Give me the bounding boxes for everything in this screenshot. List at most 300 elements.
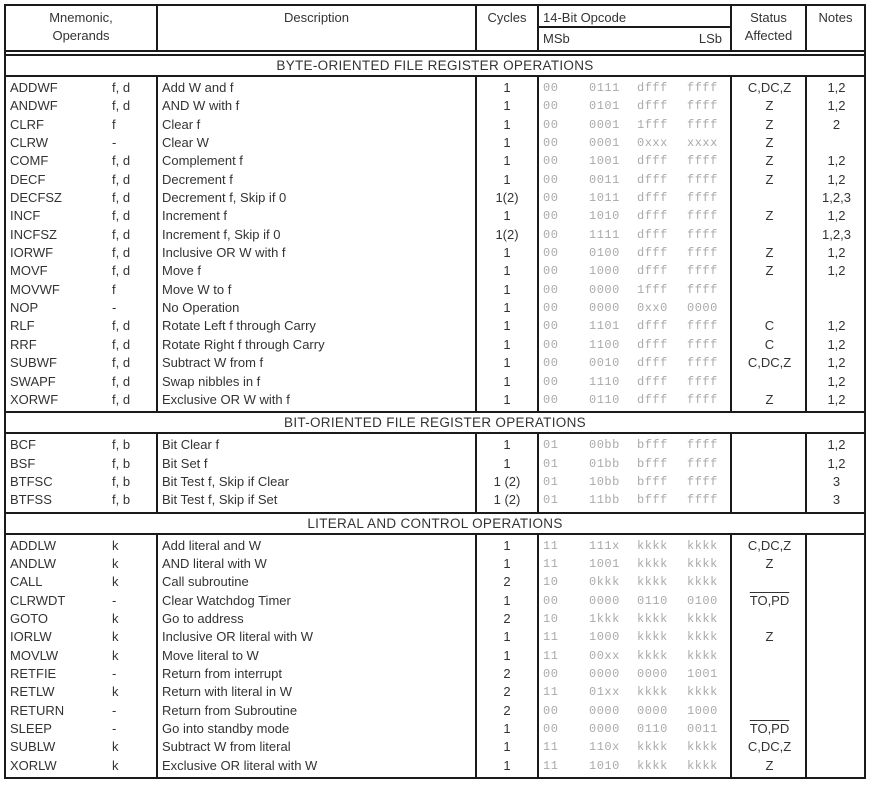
table-row (6, 373, 864, 391)
table-body (4, 56, 866, 779)
operands-cell: f (112, 281, 116, 297)
header-opcode-label: 14-Bit Opcode (539, 6, 730, 28)
header-opcode (539, 6, 732, 50)
opcode-bits-2: 1010 (589, 758, 620, 773)
operands-cell: - (112, 300, 117, 316)
description-cell: Increment f, Skip if 0 (162, 226, 281, 242)
header-notes (807, 6, 864, 50)
opcode-bits-4: ffff (687, 474, 718, 489)
opcode-bits-3: dfff (637, 154, 668, 169)
opcode-bits-3: dfff (637, 337, 668, 352)
opcode-bits-4: kkkk (687, 758, 718, 773)
opcode-bits-3: 0xxx (637, 136, 668, 151)
opcode-bits-1: 00 (543, 81, 559, 95)
table-row (6, 262, 864, 280)
mnemonic-cell: IORWF (10, 245, 54, 261)
cycles-cell: 1 (503, 135, 511, 151)
opcode-bits-4: kkkk (687, 648, 718, 663)
notes-cell: 1,2 (827, 171, 846, 187)
header-notes-label: Notes (818, 10, 853, 25)
operands-cell: f (112, 116, 116, 132)
mnemonic-cell: RETFIE (10, 665, 57, 681)
mnemonic-cell: BCF (10, 437, 36, 453)
opcode-bits-1: 11 (543, 630, 559, 645)
mnemonic-cell: MOVF (10, 263, 48, 279)
opcode-bits-1: 00 (543, 722, 559, 736)
notes-cell: 1,2,3 (822, 226, 851, 242)
cycles-cell: 1 (503, 555, 511, 571)
status-cell: Z (765, 757, 774, 773)
description-cell: Inclusive OR literal with W (162, 629, 313, 645)
opcode-bits-1: 00 (543, 392, 559, 407)
operands-cell: k (112, 610, 119, 626)
mnemonic-cell: BTFSC (10, 473, 53, 489)
opcode-bits-3: 1fff (637, 117, 668, 132)
opcode-bits-2: 0110 (589, 392, 620, 407)
opcode-bits-3: bfff (637, 493, 668, 508)
operands-cell: f, b (112, 437, 131, 453)
mnemonic-cell: MOVLW (10, 647, 59, 663)
opcode-bits-2: 1100 (589, 337, 620, 352)
table-row (6, 610, 864, 628)
cycles-cell: 1 (503, 757, 511, 773)
status-cell: Z (765, 629, 774, 645)
table-row (6, 738, 864, 756)
description-cell: Go to address (162, 610, 244, 626)
operands-cell: f, d (112, 226, 131, 242)
opcode-bits-2: 0000 (589, 666, 620, 681)
opcode-bits-1: 00 (543, 246, 559, 261)
section-title: LITERAL AND CONTROL OPERATIONS (4, 514, 866, 535)
operands-cell: - (112, 702, 117, 718)
operands-cell: - (112, 665, 117, 681)
opcode-bits-2: 01bb (589, 456, 620, 471)
mnemonic-cell: CLRW (10, 135, 49, 151)
notes-cell: 1,2 (827, 336, 846, 352)
mnemonic-cell: ADDWF (10, 80, 58, 95)
header-mnemonic: Mnemonic, (49, 10, 113, 25)
mnemonic-cell: RLF (10, 318, 35, 334)
opcode-bits-2: 111x (589, 538, 620, 553)
opcode-bits-1: 00 (543, 99, 559, 114)
opcode-bits-4: ffff (687, 227, 718, 242)
description-cell: Clear W (162, 135, 209, 151)
opcode-bits-3: 1fff (637, 282, 668, 297)
notes-cell: 1,2 (827, 455, 846, 471)
description-cell: Inclusive OR W with f (162, 245, 286, 261)
operands-cell: f, d (112, 336, 131, 352)
table-row (6, 436, 864, 454)
notes-cell: 1,2 (827, 263, 846, 279)
cycles-cell: 2 (503, 574, 511, 590)
cycles-cell: 1 (503, 355, 511, 371)
description-cell: Return from interrupt (162, 665, 282, 681)
mnemonic-cell: CALL (10, 574, 43, 590)
status-cell: Z (765, 153, 774, 169)
table-row (6, 573, 864, 591)
status-cell: Z (765, 208, 774, 224)
opcode-bits-1: 11 (543, 556, 559, 571)
opcode-bits-4: xxxx (687, 136, 718, 151)
opcode-bits-1: 10 (543, 611, 559, 626)
description-cell: No Operation (162, 300, 240, 316)
description-cell: Bit Clear f (162, 437, 220, 453)
cycles-cell: 1(2) (495, 226, 519, 242)
cycles-cell: 1 (503, 98, 511, 114)
mnemonic-cell: RRF (10, 336, 37, 352)
operands-cell: f, d (112, 373, 131, 389)
opcode-bits-2: 1001 (589, 556, 620, 571)
opcode-bits-4: kkkk (687, 630, 718, 645)
description-cell: AND W with f (162, 98, 240, 114)
description-cell: Subtract W from literal (162, 739, 291, 755)
table-row (6, 592, 864, 610)
opcode-bits-4: ffff (687, 154, 718, 169)
header-description (158, 6, 477, 50)
opcode-bits-2: 10bb (589, 474, 620, 489)
operands-cell: f, d (112, 171, 131, 187)
table-row (6, 171, 864, 189)
opcode-bits-2: 1000 (589, 630, 620, 645)
opcode-bits-1: 00 (543, 356, 559, 371)
opcode-bits-1: 11 (543, 648, 559, 663)
opcode-bits-3: 0xx0 (637, 301, 668, 316)
opcode-bits-4: ffff (687, 117, 718, 132)
cycles-cell: 2 (503, 684, 511, 700)
mnemonic-cell: COMF (10, 153, 49, 169)
opcode-bits-4: 1001 (687, 666, 718, 681)
table-row (6, 244, 864, 262)
opcode-bits-3: 0110 (637, 722, 668, 736)
description-cell: Rotate Left f through Carry (162, 318, 316, 334)
opcode-bits-2: 0010 (589, 356, 620, 371)
mnemonic-cell: ANDWF (10, 98, 58, 114)
opcode-bits-3: kkkk (637, 630, 668, 645)
table-row (6, 720, 864, 738)
opcode-bits-4: kkkk (687, 740, 718, 755)
operands-cell: k (112, 555, 119, 571)
mnemonic-cell: DECFSZ (10, 190, 62, 206)
opcode-bits-1: 00 (543, 374, 559, 389)
notes-cell: 1,2 (827, 391, 846, 407)
opcode-bits-4: 0100 (687, 593, 718, 608)
description-cell: Exclusive OR W with f (162, 391, 290, 407)
opcode-bits-2: 00xx (589, 648, 620, 663)
opcode-bits-1: 01 (543, 493, 559, 508)
operands-cell: f, d (112, 208, 131, 224)
mnemonic-cell: RETLW (10, 684, 55, 700)
operands-cell: k (112, 574, 119, 590)
opcode-bits-3: kkkk (637, 611, 668, 626)
opcode-bits-3: dfff (637, 99, 668, 114)
opcode-bits-2: 1kkk (589, 611, 620, 626)
opcode-bits-2: 0000 (589, 282, 620, 297)
mnemonic-cell: XORLW (10, 757, 57, 773)
operands-cell: f, d (112, 80, 131, 95)
opcode-bits-4: ffff (687, 319, 718, 334)
table-row (6, 473, 864, 491)
status-cell: C,DC,Z (747, 537, 792, 553)
notes-cell: 3 (832, 473, 841, 489)
opcode-bits-1: 01 (543, 438, 559, 453)
section-body (4, 535, 866, 779)
opcode-bits-3: dfff (637, 319, 668, 334)
opcode-bits-2: 0001 (589, 136, 620, 151)
opcode-bits-3: kkkk (637, 685, 668, 700)
operands-cell: - (112, 135, 117, 151)
opcode-bits-1: 00 (543, 337, 559, 352)
opcode-bits-3: kkkk (637, 648, 668, 663)
mnemonic-cell: MOVWF (10, 281, 60, 297)
section-title: BIT-ORIENTED FILE REGISTER OPERATIONS (4, 413, 866, 434)
table-row (6, 354, 864, 372)
description-cell: Complement f (162, 153, 243, 169)
operands-cell: f, b (112, 473, 131, 489)
opcode-bits-3: dfff (637, 374, 668, 389)
description-cell: Increment f (162, 208, 228, 224)
operands-cell: f, d (112, 355, 131, 371)
description-cell: Rotate Right f through Carry (162, 336, 325, 352)
operands-cell: f, d (112, 190, 131, 206)
header-cycles-label: Cycles (487, 10, 527, 25)
cycles-cell: 1(2) (495, 190, 519, 206)
opcode-bits-3: dfff (637, 81, 668, 95)
cycles-cell: 1 (503, 647, 511, 663)
opcode-bits-1: 00 (543, 264, 559, 279)
notes-cell: 1,2 (827, 355, 846, 371)
mnemonic-cell: INCF (10, 208, 41, 224)
header-mnemonic-operands (6, 6, 158, 50)
operands-cell: k (112, 739, 119, 755)
status-cell: Z (765, 391, 774, 407)
operands-cell: k (112, 629, 119, 645)
description-cell: Add literal and W (162, 537, 261, 553)
description-cell: Exclusive OR literal with W (162, 757, 318, 773)
table-row (6, 665, 864, 683)
header-status-line1: Status (750, 10, 787, 25)
opcode-bits-2: 0100 (589, 246, 620, 261)
cycles-cell: 1 (503, 281, 511, 297)
mnemonic-cell: NOP (10, 300, 39, 316)
status-cell: Z (765, 171, 774, 187)
opcode-bits-1: 00 (543, 136, 559, 151)
opcode-bits-4: ffff (687, 81, 718, 95)
opcode-bits-4: kkkk (687, 538, 718, 553)
status-cell: Z (765, 135, 774, 151)
opcode-bits-3: kkkk (637, 758, 668, 773)
opcode-bits-1: 00 (543, 191, 559, 206)
opcode-bits-1: 00 (543, 593, 559, 608)
cycles-cell: 1 (503, 391, 511, 407)
notes-cell: 3 (832, 492, 841, 508)
notes-cell: 1,2 (827, 373, 846, 389)
opcode-bits-2: 11bb (589, 493, 620, 508)
opcode-bits-4: ffff (687, 392, 718, 407)
table-row (6, 281, 864, 299)
status-cell: Z (765, 263, 774, 279)
opcode-bits-3: 0000 (637, 703, 668, 718)
cycles-cell: 2 (503, 665, 511, 681)
opcode-bits-4: kkkk (687, 685, 718, 700)
cycles-cell: 1 (503, 739, 511, 755)
opcode-bits-2: 1101 (589, 319, 620, 334)
operands-cell: f, d (112, 391, 131, 407)
mnemonic-cell: GOTO (10, 610, 49, 626)
opcode-bits-4: ffff (687, 337, 718, 352)
opcode-bits-4: ffff (687, 264, 718, 279)
table-row (6, 537, 864, 555)
cycles-cell: 1 (503, 629, 511, 645)
opcode-bits-1: 10 (543, 575, 559, 590)
opcode-bits-1: 11 (543, 758, 559, 773)
header-opcode-bits (539, 28, 730, 50)
operands-cell: f, d (112, 318, 131, 334)
mnemonic-cell: SUBWF (10, 355, 57, 371)
notes-cell: 1,2 (827, 318, 846, 334)
cycles-cell: 2 (503, 702, 511, 718)
notes-cell: 1,2 (827, 437, 846, 453)
cycles-cell: 1 (503, 263, 511, 279)
description-cell: Go into standby mode (162, 721, 290, 736)
opcode-bits-1: 00 (543, 209, 559, 224)
opcode-bits-3: dfff (637, 392, 668, 407)
table-row (6, 455, 864, 473)
opcode-bits-2: 0000 (589, 722, 620, 736)
opcode-bits-3: kkkk (637, 740, 668, 755)
notes-cell: 1,2 (827, 245, 846, 261)
description-cell: Return from Subroutine (162, 702, 298, 718)
mnemonic-cell: INCFSZ (10, 226, 57, 242)
opcode-bits-1: 00 (543, 301, 559, 316)
description-cell: Call subroutine (162, 574, 249, 590)
description-cell: Subtract W from f (162, 355, 264, 371)
table-row (6, 116, 864, 134)
description-cell: Move W to f (162, 281, 232, 297)
table-row (6, 299, 864, 317)
opcode-bits-2: 1011 (589, 191, 620, 206)
description-cell: Move f (162, 263, 202, 279)
description-cell: Decrement f (162, 171, 233, 187)
description-cell: Swap nibbles in f (162, 373, 261, 389)
table-row (6, 97, 864, 115)
operands-cell: k (112, 757, 119, 773)
table-row (6, 555, 864, 573)
opcode-bits-2: 1110 (589, 374, 620, 389)
opcode-bits-3: 0110 (637, 593, 668, 608)
description-cell: Bit Set f (162, 455, 208, 471)
table-row (6, 207, 864, 225)
opcode-bits-4: ffff (687, 99, 718, 114)
cycles-cell: 2 (503, 610, 511, 626)
opcode-bits-1: 00 (543, 282, 559, 297)
opcode-bits-4: 0011 (687, 722, 718, 736)
opcode-bits-3: dfff (637, 191, 668, 206)
status-cell: TO,PD (749, 592, 790, 608)
opcode-bits-4: ffff (687, 172, 718, 187)
description-cell: Add W and f (162, 80, 234, 95)
operands-cell: k (112, 684, 119, 700)
mnemonic-cell: SWAPF (10, 373, 56, 389)
cycles-cell: 1 (503, 373, 511, 389)
opcode-bits-3: kkkk (637, 538, 668, 553)
status-cell: Z (765, 245, 774, 261)
operands-cell: k (112, 537, 119, 553)
opcode-bits-1: 00 (543, 117, 559, 132)
status-cell: C,DC,Z (747, 355, 792, 371)
opcode-bits-3: kkkk (637, 556, 668, 571)
operands-cell: f, d (112, 245, 131, 261)
table-row (6, 226, 864, 244)
table-row (6, 702, 864, 720)
opcode-bits-1: 00 (543, 319, 559, 334)
mnemonic-cell: ANDLW (10, 555, 56, 571)
instruction-set-table (4, 4, 866, 779)
status-cell: Z (765, 555, 774, 571)
mnemonic-cell: CLRWDT (10, 592, 66, 608)
section-body (4, 434, 866, 513)
mnemonic-cell: BSF (10, 455, 36, 471)
table-row (6, 336, 864, 354)
notes-cell: 1,2 (827, 153, 846, 169)
opcode-bits-4: 0000 (687, 301, 718, 316)
mnemonic-cell: CLRF (10, 116, 44, 132)
cycles-cell: 1 (503, 208, 511, 224)
description-cell: Clear f (162, 116, 201, 132)
opcode-bits-4: kkkk (687, 575, 718, 590)
description-cell: Clear Watchdog Timer (162, 592, 291, 608)
table-row (6, 79, 864, 97)
opcode-bits-2: 0111 (589, 81, 620, 95)
opcode-bits-4: ffff (687, 191, 718, 206)
opcode-bits-4: ffff (687, 282, 718, 297)
opcode-bits-1: 11 (543, 685, 559, 700)
opcode-bits-1: 00 (543, 154, 559, 169)
opcode-bits-4: ffff (687, 246, 718, 261)
opcode-bits-3: kkkk (637, 575, 668, 590)
cycles-cell: 1 (503, 336, 511, 352)
description-cell: Decrement f, Skip if 0 (162, 190, 287, 206)
cycles-cell: 1 (503, 153, 511, 169)
cycles-cell: 1 (503, 537, 511, 553)
operands-cell: - (112, 721, 117, 736)
opcode-bits-3: 0000 (637, 666, 668, 681)
table-row (6, 391, 864, 409)
status-cell: C,DC,Z (747, 739, 792, 755)
mnemonic-cell: DECF (10, 171, 46, 187)
opcode-bits-2: 0011 (589, 172, 620, 187)
opcode-bits-3: dfff (637, 264, 668, 279)
operands-cell: f, d (112, 98, 131, 114)
opcode-bits-3: bfff (637, 474, 668, 489)
cycles-cell: 1 (2) (493, 473, 521, 489)
table-row (6, 189, 864, 207)
opcode-bits-1: 11 (543, 538, 559, 553)
header-lsb: LSb (698, 31, 722, 46)
header-msb: MSb (543, 31, 570, 46)
cycles-cell: 1 (503, 300, 511, 316)
operands-cell: - (112, 592, 117, 608)
mnemonic-cell: SUBLW (10, 739, 56, 755)
status-cell: Z (765, 98, 774, 114)
cycles-cell: 1 (503, 455, 511, 471)
status-cell: C (764, 336, 775, 352)
opcode-bits-2: 1111 (589, 227, 620, 242)
mnemonic-cell: BTFSS (10, 492, 52, 508)
status-cell: Z (765, 116, 774, 132)
notes-cell: 2 (832, 116, 841, 132)
opcode-bits-3: dfff (637, 246, 668, 261)
opcode-bits-1: 00 (543, 703, 559, 718)
